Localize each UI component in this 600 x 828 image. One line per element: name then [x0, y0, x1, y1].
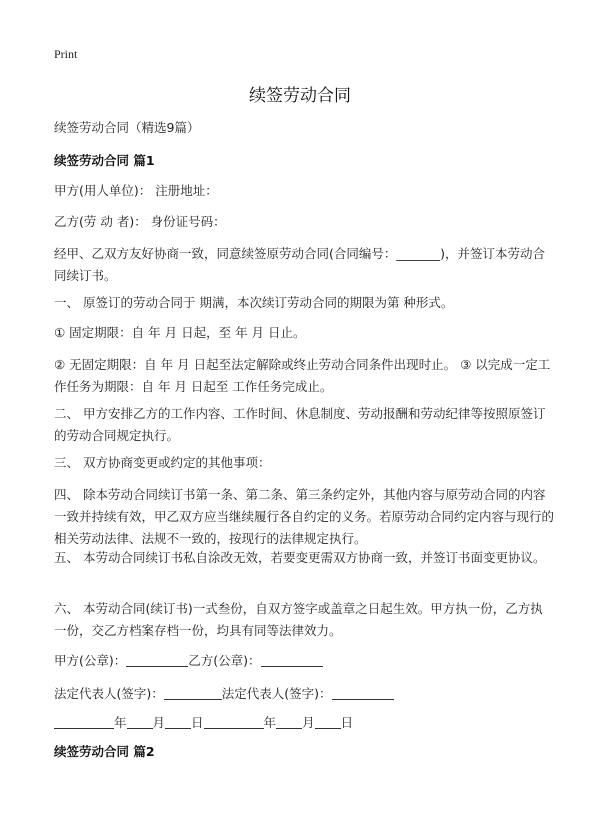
clause-4: 四、 除本劳动合同续订书第一条、第二条、第三条约定外，其他内容与原劳动合同的内容一致并持续有效，甲乙双方应当继续履行各自约定的义务。若原劳动合同约定内容与现行的相关劳动法律、法规不一致的，按现行的法律规定执行。	[54, 487, 555, 546]
section-heading-1: 续签劳动合同 篇1	[54, 153, 155, 168]
sign-rep-b-label: 法定代表人(签字)：	[221, 686, 332, 701]
clause-1-option-2: ② 无固定期限：自 年 月 日起至法定解除或终止劳动合同条件出现时止。 ③ 以完成一定工作任务为期限：自 年 月 日起至 工作任务完成止。	[54, 357, 551, 394]
print-link[interactable]: Print	[54, 47, 78, 61]
signature-rep-line	[54, 683, 554, 705]
date-b-day-label: 日	[340, 715, 354, 730]
section-heading-2: 续签劳动合同 篇2	[54, 744, 155, 759]
clause-3: 三、 双方协商变更或约定的其他事项：	[54, 455, 271, 470]
clause-1: 一、 原签订的劳动合同于 期满，本次续订劳动合同的期限为第 种形式。	[54, 295, 454, 310]
sign-rep-a-label: 法定代表人(签字)：	[54, 686, 164, 701]
party-b-line: 乙方(劳 动 者)： 身份证号码：	[54, 214, 226, 229]
signature-date-line	[54, 712, 554, 734]
clause-6: 六、 本劳动合同(续订书)一式叁份，自双方签字或盖章之日起生效。甲方执一份，乙方执一份，交乙方档案存档一份，均具有同等法律效力。	[54, 601, 543, 638]
date-b-year-label: 年	[263, 715, 277, 730]
sign-party-a-label: 甲方(公章)：	[54, 653, 127, 668]
sign-rep-a-blank[interactable]	[164, 685, 222, 700]
sign-party-b-label: 乙方(公章)：	[188, 653, 261, 668]
clause-2: 二、 甲方安排乙方的工作内容、工作时间、休息制度、劳动报酬和劳动纪律等按照原签订的劳动合同规定执行。	[54, 406, 546, 443]
date-a-year-label: 年	[114, 715, 127, 730]
date-b-day-blank[interactable]	[315, 714, 341, 729]
party-a-line: 甲方(用人单位)： 注册地址：	[54, 183, 218, 198]
signature-seal-line	[54, 650, 554, 672]
date-a-year-blank[interactable]	[54, 714, 114, 729]
date-b-year-blank[interactable]	[204, 714, 264, 729]
intro-paragraph: 经甲、乙双方友好协商一致，同意续签原劳动合同(合同编号：_______)，并签订本劳动合同续订书。	[54, 246, 546, 283]
page-title: 续签劳动合同	[249, 86, 351, 106]
date-a-day-blank[interactable]	[165, 714, 191, 729]
date-a-month-label: 月	[152, 715, 166, 730]
clause-5: 五、 本劳动合同续订书私自涂改无效，若要变更需双方协商一致，并签订书面变更协议。	[54, 550, 546, 565]
date-a-day-label: 日	[191, 715, 204, 730]
date-b-month-blank[interactable]	[276, 714, 302, 729]
sign-party-a-blank[interactable]	[126, 652, 188, 667]
sign-rep-b-blank[interactable]	[332, 685, 394, 700]
date-a-month-blank[interactable]	[127, 714, 153, 729]
document-subtitle: 续签劳动合同（精选9篇）	[54, 120, 200, 135]
sign-party-b-blank[interactable]	[261, 652, 323, 667]
date-b-month-label: 月	[302, 715, 315, 730]
clause-1-option-1: ① 固定期限：自 年 月 日起，至 年 月 日止。	[54, 325, 306, 340]
